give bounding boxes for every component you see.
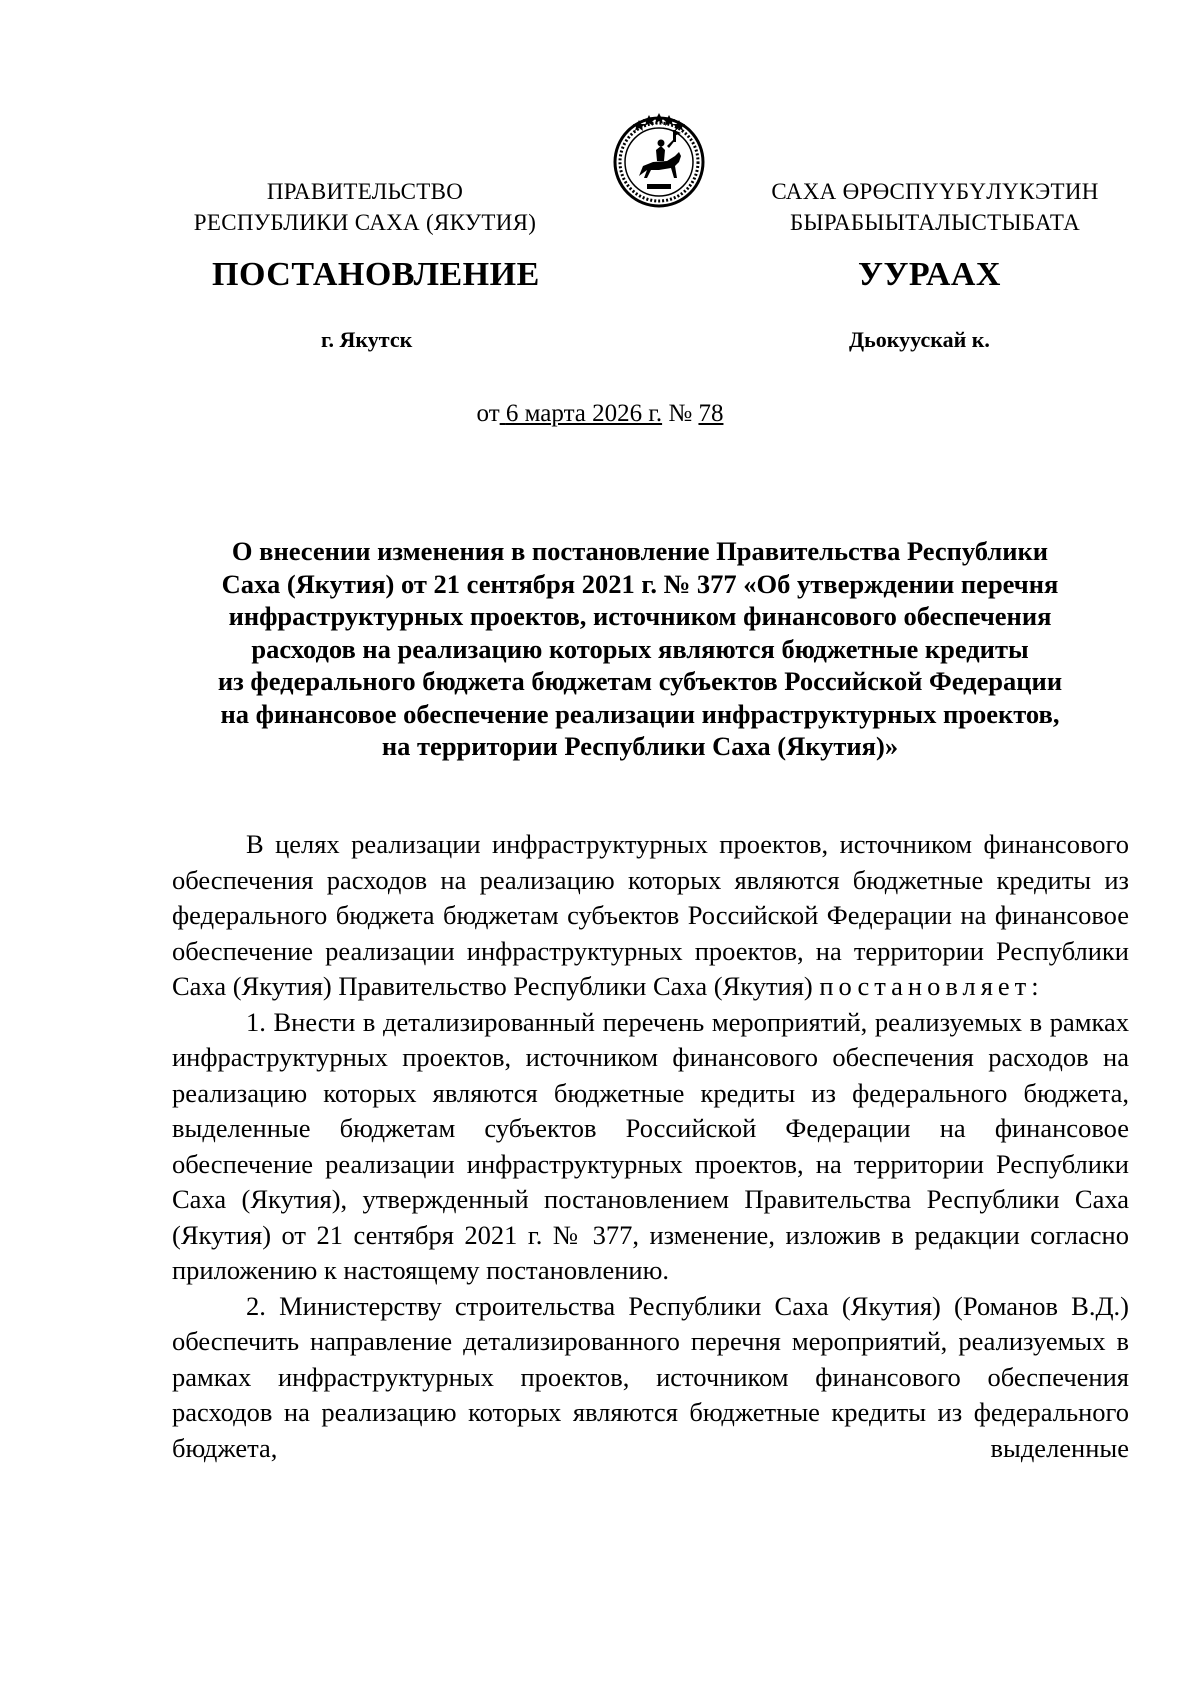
issuer-sakha xyxy=(745,176,1125,238)
title-line: Саха (Якутия) от 21 сентября 2021 г. № 377 «Об утверждении перечня xyxy=(221,568,1059,599)
title-line: О внесении изменения в постановление Правительства Республики xyxy=(231,536,1049,566)
decree-word: постановляет: xyxy=(819,971,1044,1001)
preamble-paragraph xyxy=(172,827,1129,1005)
doc-type-sakha: УУРААХ xyxy=(858,256,1001,293)
date-number-line xyxy=(0,400,1200,428)
preamble-text: В целях реализации инфраструктурных проектов, источником финансового обеспечения расходов на реализацию которых являются бюджетные кредиты из федерального бюджета бюджетам субъектов Российской Федерации на финансовое обеспечение реализации инфраструктурных проектов, на территории Республики Саха (Якутия) Правительство Республики Саха (Якутия) xyxy=(172,829,1129,1001)
coat-of-arms-icon xyxy=(609,110,709,210)
issuer-ru-line2: РЕСПУБЛИКИ САХА (ЯКУТИЯ) xyxy=(193,210,537,235)
title-line: из федерального бюджета бюджетам субъектов Российской Федерации xyxy=(217,666,1063,696)
decree-number: 78 xyxy=(698,400,724,427)
issuer-russian xyxy=(170,176,560,238)
issuer-ru-line1: ПРАВИТЕЛЬСТВО xyxy=(266,179,464,204)
item-1-paragraph: 1. Внести в детализированный перечень мероприятий, реализуемых в рамках инфраструктурных проектов, источником финансового обеспечения расходов на реализацию которых являются бюджетные кредиты из федерального бюджета, выделенные бюджетам субъектов Российской Федерации на финансовое обеспечение реализации инфраструктурных проектов, на территории Республики Саха (Якутия), утвержденный постановлением Правительства Республики Саха (Якутия) от 21 сентября 2021 г. № 377, изменение, изложив в редакции согласно приложению к настоящему постановлению. xyxy=(172,1006,1129,1285)
issuer-sakha-line2: БЫРАБЫЫТАЛЫСТЫБАТА xyxy=(789,210,1081,235)
title-line: на финансовое обеспечение реализации инфраструктурных проектов, xyxy=(220,698,1060,729)
city-sakha: Дьокуускай к. xyxy=(849,327,990,352)
document-title xyxy=(160,535,1120,763)
city-russian: г. Якутск xyxy=(321,327,413,352)
title-line: инфраструктурных проектов, источником финансового обеспечения xyxy=(228,601,1052,631)
date-prefix: от xyxy=(476,400,500,427)
decree-date: 6 марта 2026 г. xyxy=(505,400,663,427)
title-line: расходов на реализацию которых являются бюджетные кредиты xyxy=(251,633,1029,664)
title-line: на территории Республики Саха (Якутия)» xyxy=(381,731,899,761)
document-body xyxy=(172,827,1129,1466)
issuer-sakha-line1: САХА ӨРӨСПҮҮБҮЛҮКЭТИН xyxy=(771,179,1099,204)
item-2-paragraph: 2. Министерству строительства Республики Саха (Якутия) (Романов В.Д.) обеспечить направление детализированного перечня мероприятий, реализуемых в рамках инфраструктурных проектов, источником финансового обеспечения расходов на реализацию которых являются бюджетные кредиты из федерального бюджета, выделенные xyxy=(172,1290,1129,1463)
doc-type-russian: ПОСТАНОВЛЕНИЕ xyxy=(212,256,540,293)
number-sign: № xyxy=(668,400,693,427)
